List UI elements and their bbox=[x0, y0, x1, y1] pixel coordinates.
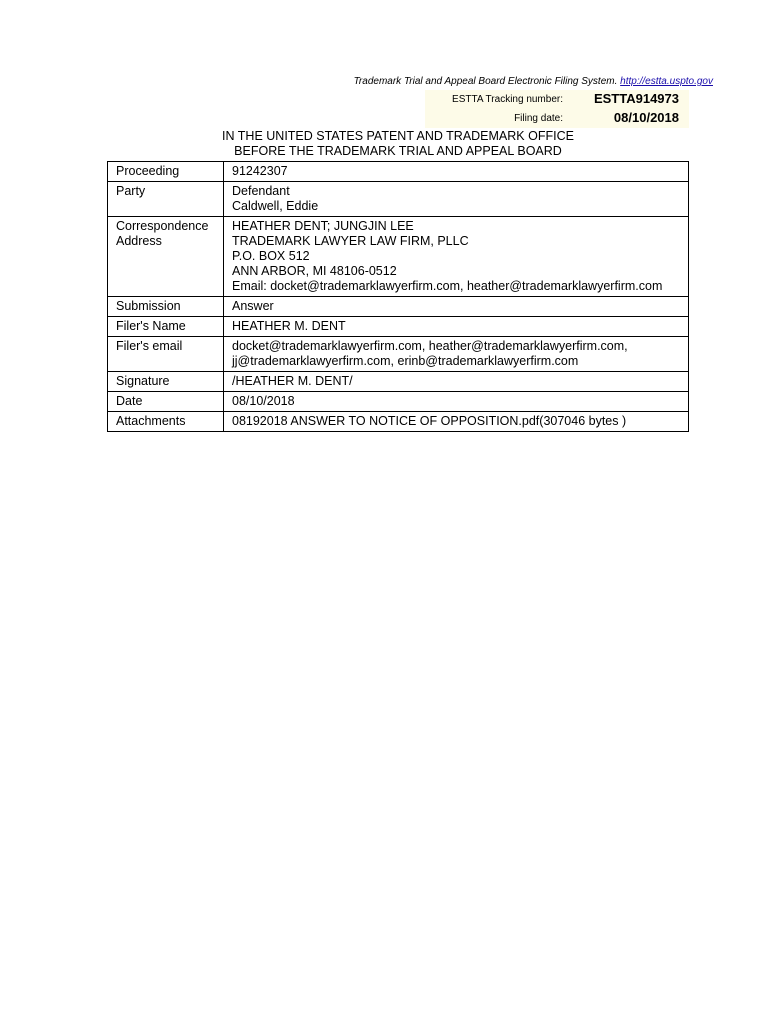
date-label: Date bbox=[108, 392, 224, 412]
correspondence-label-line-2: Address bbox=[116, 234, 162, 248]
tracking-box bbox=[425, 90, 689, 128]
correspondence-value bbox=[224, 217, 689, 297]
filers-name-label: Filer's Name bbox=[108, 317, 224, 337]
correspondence-city: ANN ARBOR, MI 48106-0512 bbox=[232, 264, 397, 278]
correspondence-names: HEATHER DENT; JUNGJIN LEE bbox=[232, 219, 414, 233]
system-header bbox=[354, 76, 713, 87]
correspondence-firm: TRADEMARK LAWYER LAW FIRM, PLLC bbox=[232, 234, 469, 248]
proceeding-value: 91242307 bbox=[224, 162, 689, 182]
party-role: Defendant bbox=[232, 184, 290, 198]
filing-date-row bbox=[425, 109, 689, 128]
table-row bbox=[108, 372, 689, 392]
table-row bbox=[108, 317, 689, 337]
attachments-value: 08192018 ANSWER TO NOTICE OF OPPOSITION.pdf(307046 bytes ) bbox=[224, 412, 689, 432]
table-row bbox=[108, 412, 689, 432]
office-title-line-1: IN THE UNITED STATES PATENT AND TRADEMARK OFFICE bbox=[222, 129, 574, 143]
table-row bbox=[108, 162, 689, 182]
signature-value: /HEATHER M. DENT/ bbox=[224, 372, 689, 392]
filers-name-value: HEATHER M. DENT bbox=[224, 317, 689, 337]
party-name: Caldwell, Eddie bbox=[232, 199, 319, 213]
table-row bbox=[108, 337, 689, 372]
estta-link[interactable]: http://estta.uspto.gov bbox=[620, 76, 713, 87]
correspondence-label bbox=[108, 217, 224, 297]
table-row bbox=[108, 217, 689, 297]
filers-email-line-2: jj@trademarklawyerfirm.com, erinb@trademarklawyerfirm.com bbox=[232, 354, 579, 368]
office-title bbox=[107, 129, 689, 159]
submission-value: Answer bbox=[224, 297, 689, 317]
tracking-number-value: ESTTA914973 bbox=[593, 91, 679, 106]
signature-label: Signature bbox=[108, 372, 224, 392]
filers-email-value bbox=[224, 337, 689, 372]
filers-email-label: Filer's email bbox=[108, 337, 224, 372]
correspondence-label-line-1: Correspondence bbox=[116, 219, 209, 233]
filers-email-line-1: docket@trademarklawyerfirm.com, heather@trademarklawyerfirm.com, bbox=[232, 339, 628, 353]
table-row bbox=[108, 182, 689, 217]
tracking-number-row bbox=[425, 90, 689, 109]
party-label: Party bbox=[108, 182, 224, 217]
attachments-label: Attachments bbox=[108, 412, 224, 432]
party-value bbox=[224, 182, 689, 217]
filing-date-label: Filing date: bbox=[514, 113, 563, 124]
filing-date-value: 08/10/2018 bbox=[613, 110, 679, 125]
table-row bbox=[108, 297, 689, 317]
proceeding-label: Proceeding bbox=[108, 162, 224, 182]
tracking-number-label: ESTTA Tracking number: bbox=[452, 94, 563, 105]
correspondence-po-box: P.O. BOX 512 bbox=[232, 249, 310, 263]
submission-label: Submission bbox=[108, 297, 224, 317]
filing-table bbox=[107, 161, 689, 432]
office-title-line-2: BEFORE THE TRADEMARK TRIAL AND APPEAL BOARD bbox=[234, 144, 562, 158]
table-row bbox=[108, 392, 689, 412]
correspondence-email: Email: docket@trademarklawyerfirm.com, heather@trademarklawyerfirm.com bbox=[232, 279, 663, 293]
date-value: 08/10/2018 bbox=[224, 392, 689, 412]
system-header-text: Trademark Trial and Appeal Board Electronic Filing System. bbox=[353, 76, 618, 87]
